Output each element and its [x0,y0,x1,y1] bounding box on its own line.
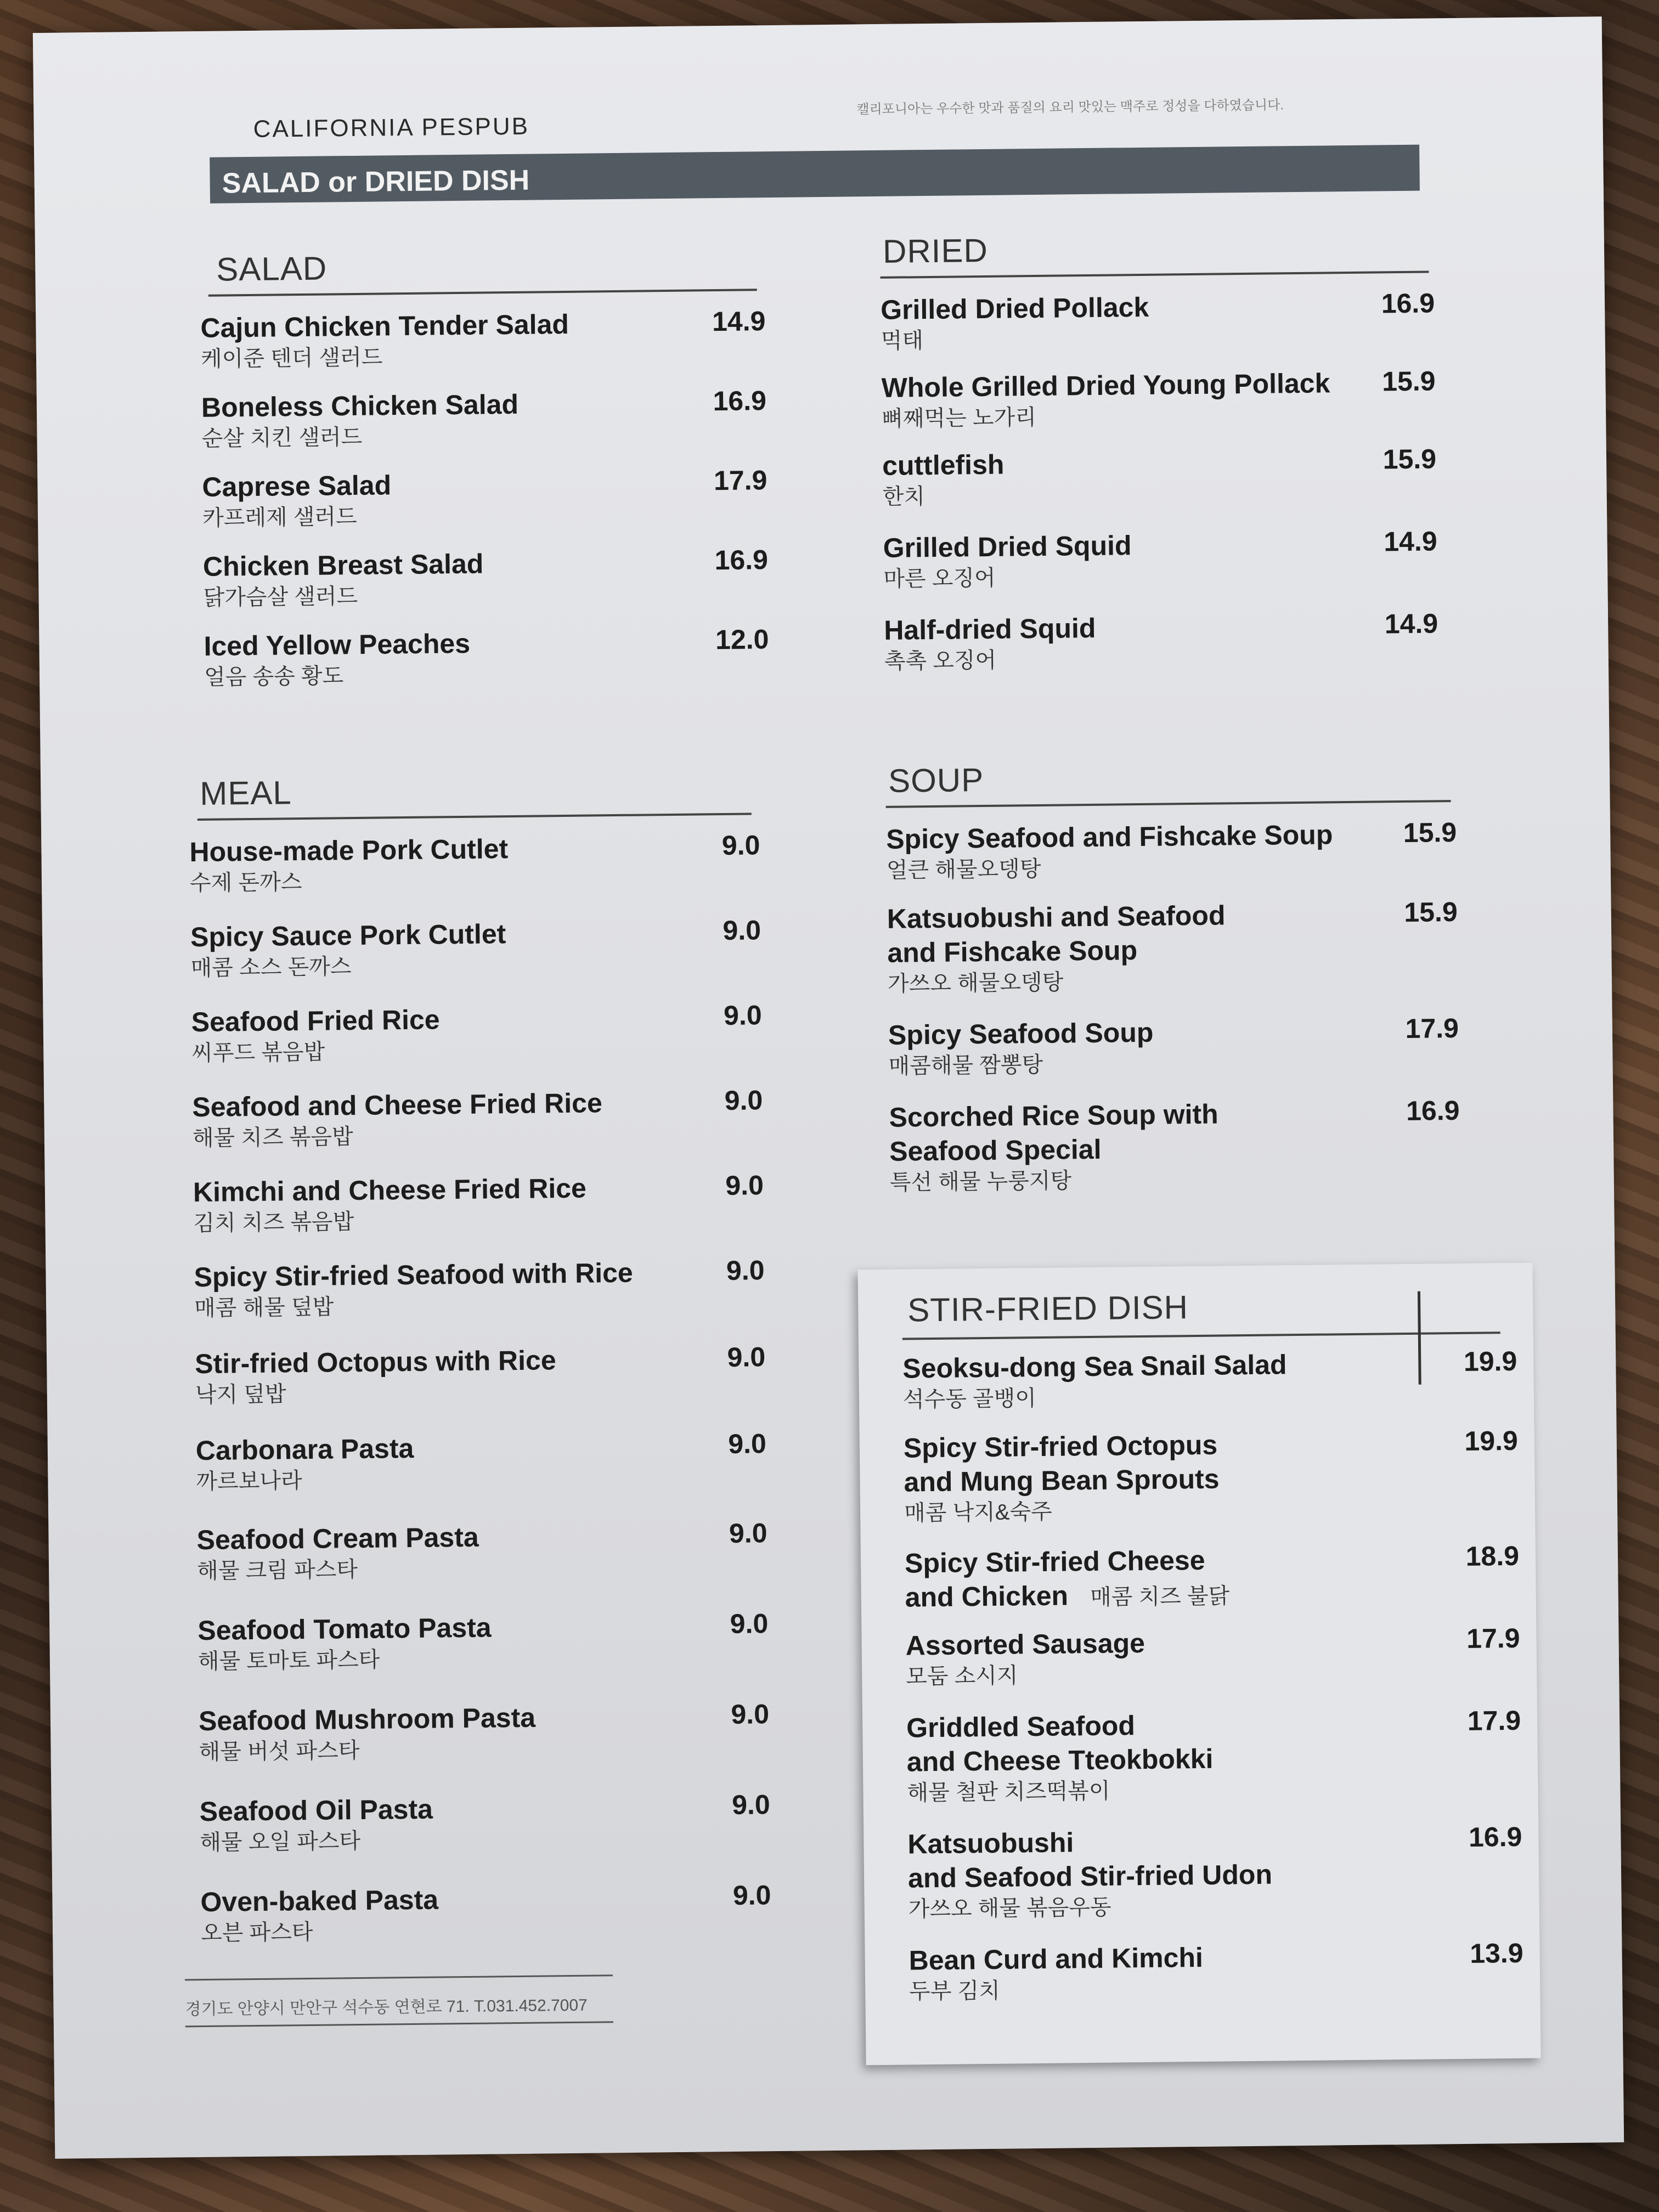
stirfried-item [906,1705,1522,1827]
soup-item [888,1012,1460,1101]
stirfried-item-korean: 두부 김치 [909,1978,1001,2004]
stirfried-item-korean: 매콤 낙지&숙주 [904,1499,1052,1526]
salad-item-price: 16.9 [713,385,767,417]
meal-item-korean: 매콤 해물 덮밥 [194,1295,334,1321]
soup-item [886,816,1457,902]
meal-item [196,1517,768,1613]
meal-item-price: 9.0 [729,1517,768,1549]
meal-item [199,1698,770,1795]
soup-item-korean: 매콤해물 짬뽕탕 [888,1052,1043,1079]
brand-name: CALIFORNIA PESPUB [253,112,530,143]
dried-item-price: 15.9 [1381,365,1436,397]
stirfried-item-price: 18.9 [1465,1540,1520,1572]
meal-item-name: Stir-fried Octopus with Rice [194,1345,556,1380]
dried-item-korean: 촉촉 오징어 [884,648,997,674]
meal-item-price: 9.0 [732,1880,771,1911]
salad-item-korean: 카프레제 샐러드 [202,504,357,531]
menu-paper [33,16,1624,2159]
meal-item-korean: 오븐 파스타 [200,1920,313,1946]
stirfried-item-name: Assorted Sausage [905,1628,1146,1661]
stirfried-item-name: Katsuobushi [907,1827,1074,1860]
dried-title: DRIED [882,232,989,270]
meal-item [195,1341,766,1434]
soup-item-name-line2: and Fishcake Soup [887,935,1138,968]
meal-item-korean: 김치 치즈 볶음밥 [193,1210,354,1236]
dried-rule [881,270,1429,278]
stirfried-item-name: Griddled Seafood [906,1710,1136,1743]
stirfried-item-korean: 매콤 치즈 불닭 [1090,1584,1230,1610]
meal-item [190,914,762,1005]
salad-item-name: Cajun Chicken Tender Salad [200,308,569,343]
meal-list [189,829,772,1976]
salad-item [203,544,769,629]
dried-item-korean: 뼈째먹는 노가리 [882,405,1037,431]
meal-item-name: Spicy Stir-fried Seafood with Rice [194,1257,633,1293]
tagline: 캘리포니아는 우수한 맛과 품질의 요리 맛있는 맥주로 정성을 다하였습니다. [856,98,1284,117]
meal-item-name: Seafood Cream Pasta [196,1521,479,1556]
dried-item-price: 16.9 [1381,287,1435,319]
meal-item-price: 9.0 [723,915,761,946]
stirfried-item [902,1345,1517,1431]
soup-item-name: Spicy Seafood Soup [888,1017,1154,1051]
soup-rule [886,800,1451,808]
meal-item-korean: 해물 버섯 파스타 [199,1739,360,1765]
salad-item [202,464,768,550]
stirfried-rule [902,1331,1500,1340]
banner-text: SALAD or DRIED DISH [222,164,530,200]
meal-item-name: Seafood and Cheese Fried Rice [192,1087,602,1123]
soup-item-price: 16.9 [1406,1094,1460,1126]
meal-item-price: 9.0 [724,1085,763,1116]
stirfried-item-name: Spicy Stir-fried Cheese [904,1544,1205,1579]
salad-item [204,623,769,709]
stirfried-item-name-line2: and Mung Bean Sprouts [904,1463,1220,1498]
meal-item-korean: 해물 치즈 볶음밥 [192,1125,353,1151]
stirfried-item [905,1540,1520,1629]
meal-item-name: Carbonara Pasta [195,1432,414,1466]
meal-item-name: Kimchi and Cheese Fried Rice [193,1172,587,1208]
soup-item-name: Katsuobushi and Seafood [887,900,1226,934]
dried-item-price: 14.9 [1384,608,1438,640]
stirfried-list [902,1345,1524,2026]
meal-item-price: 9.0 [727,1428,767,1459]
section-banner [210,145,1420,204]
salad-item [200,305,766,391]
meal-item-price: 9.0 [721,830,760,861]
stirfried-item-name: Seoksu-dong Sea Snail Salad [902,1349,1287,1384]
footer-rule-bottom [185,2021,613,2027]
soup-item-korean: 특선 해물 누룽지탕 [889,1169,1072,1195]
meal-item-name: Spicy Sauce Pork Cutlet [190,918,506,953]
meal-item [199,1788,771,1885]
soup-item-name: Scorched Rice Soup with [889,1098,1218,1133]
meal-item [193,1169,765,1260]
soup-title: SOUP [888,761,984,799]
stirfried-item-price: 17.9 [1466,1622,1520,1654]
meal-item-name: Seafood Oil Pasta [199,1793,433,1827]
stirfried-item [905,1622,1521,1711]
meal-item-korean: 낙지 덮밥 [195,1382,286,1408]
meal-item [191,999,763,1090]
stirfried-title: STIR-FRIED DISH [907,1289,1189,1329]
dried-item-name: Grilled Dried Pollack [880,291,1149,325]
footer-address: 경기도 안양시 만안구 석수동 연현로 71. T.031.452.7007 [185,1996,588,2019]
dried-item [884,607,1439,696]
dried-item-korean: 마른 오징어 [883,566,996,591]
meal-item-price: 9.0 [731,1699,770,1730]
stirfried-item-price: 16.9 [1468,1821,1522,1853]
stirfried-item-name-line2: and Cheese Tteokbokki [906,1743,1214,1778]
meal-rule [198,812,752,821]
meal-item-name: Seafood Fried Rice [191,1004,440,1038]
dried-item-price: 15.9 [1383,443,1437,475]
stirfried-item-price: 19.9 [1463,1345,1517,1377]
meal-item-korean: 매콤 소스 돈까스 [190,955,352,981]
meal-item-korean: 해물 오일 파스타 [200,1829,361,1855]
salad-item-korean: 케이준 텐더 샐러드 [200,345,383,371]
meal-item-name: Oven-baked Pasta [200,1884,439,1918]
stirfried-item-price: 17.9 [1467,1705,1521,1736]
soup-list [886,816,1460,1217]
meal-item-korean: 씨푸드 볶음밥 [191,1040,325,1066]
meal-item-name: Seafood Mushroom Pasta [198,1702,536,1737]
meal-item-korean: 해물 토마토 파스타 [198,1647,380,1674]
salad-item-price: 12.0 [715,624,769,656]
dried-item [881,365,1436,449]
salad-item-price: 17.9 [713,465,768,496]
stirfried-item-name: Bean Curd and Kimchi [909,1942,1204,1976]
meal-item-korean: 까르보나라 [196,1469,302,1494]
dried-item [883,525,1438,613]
footer-rule-top [185,1974,613,1980]
salad-item-name: Iced Yellow Peaches [204,628,471,662]
stirfried-item-price: 19.9 [1464,1425,1519,1457]
soup-item-price: 15.9 [1403,816,1457,848]
meal-item-price: 9.0 [726,1255,765,1286]
dried-item-korean: 먹태 [881,329,924,353]
soup-item [887,896,1458,1018]
meal-item-price: 9.0 [723,1000,762,1031]
stirfried-item-korean: 모둠 소시지 [906,1663,1018,1689]
soup-item-price: 17.9 [1405,1012,1459,1044]
salad-title: SALAD [216,250,328,288]
salad-item-price: 14.9 [712,306,766,337]
salad-item-korean: 닭가슴살 샐러드 [203,584,358,610]
salad-item-korean: 순살 치킨 샐러드 [201,425,363,451]
soup-item [889,1094,1460,1217]
soup-item-korean: 가쓰오 해물오뎅탕 [887,970,1064,996]
dried-item [881,287,1435,371]
salad-item-name: Chicken Breast Salad [202,548,484,582]
soup-item-price: 15.9 [1404,896,1458,928]
dried-item-name: cuttlefish [882,449,1005,481]
dried-item-korean: 한치 [882,484,926,509]
stirfried-item-korean: 해물 철판 치즈떡볶이 [907,1779,1110,1805]
stir-fried-insert [857,1263,1541,2066]
meal-title: MEAL [199,774,292,812]
stirfried-item-name-line2: and Chicken [905,1580,1069,1613]
meal-item-name: House-made Pork Cutlet [189,833,509,868]
stirfried-item [909,1937,1524,2026]
salad-item-korean: 얼음 송송 황도 [204,664,344,690]
meal-item [189,829,761,920]
meal-item [198,1607,769,1704]
meal-item-name: Seafood Tomato Pasta [198,1612,492,1646]
salad-item-price: 16.9 [714,544,769,576]
stirfried-item-name-line2: and Seafood Stir-fried Udon [907,1859,1273,1894]
dried-item [882,443,1437,531]
meal-item-price: 9.0 [730,1608,769,1639]
stirfried-item [904,1425,1519,1547]
dried-item-name: Half-dried Squid [883,612,1096,646]
dried-item-name: Whole Grilled Dried Young Pollack [881,368,1330,403]
soup-item-korean: 얼큰 해물오뎅탕 [886,856,1041,883]
soup-item-name: Spicy Seafood and Fishcake Soup [885,819,1333,855]
dried-item-name: Grilled Dried Squid [883,530,1132,563]
meal-item [192,1084,764,1175]
stirfried-item-korean: 석수동 골뱅이 [902,1386,1037,1412]
meal-item [194,1254,765,1347]
stirfried-item-price: 13.9 [1469,1937,1523,1969]
salad-item [201,385,767,470]
meal-item [196,1427,768,1523]
meal-item-price: 9.0 [731,1789,770,1820]
dried-item-price: 14.9 [1384,526,1437,557]
dried-list [881,287,1439,696]
salad-list [200,305,770,709]
meal-item-price: 9.0 [727,1341,766,1373]
salad-item-name: Caprese Salad [202,470,392,503]
salad-rule [208,289,757,296]
stirfried-item-name: Spicy Stir-fried Octopus [903,1429,1218,1464]
stirfried-item-korean: 가쓰오 해물 볶음우동 [908,1895,1111,1922]
meal-item [200,1879,772,1976]
salad-item-name: Boneless Chicken Salad [201,388,519,423]
meal-item-price: 9.0 [725,1170,764,1201]
meal-item-korean: 수제 돈까스 [189,870,302,896]
meal-item-korean: 해물 크림 파스타 [196,1558,358,1584]
stirfried-item [907,1821,1523,1944]
soup-item-name-line2: Seafood Special [889,1133,1102,1167]
